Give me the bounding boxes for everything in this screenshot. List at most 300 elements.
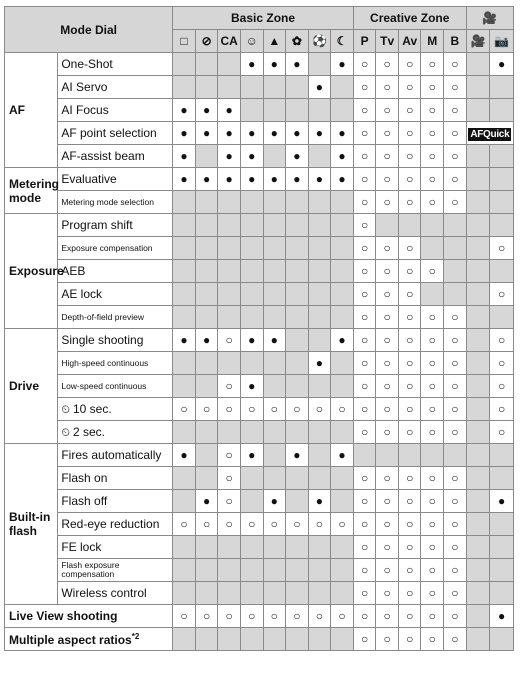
feature-label xyxy=(58,467,173,490)
unavailable-cell xyxy=(218,536,241,559)
table-row xyxy=(5,99,514,122)
user-selectable-cell: ○ xyxy=(376,421,399,444)
unavailable-cell xyxy=(466,191,490,214)
user-selectable-cell: ○ xyxy=(353,283,376,306)
user-selectable-cell: ○ xyxy=(263,398,286,421)
feature-label xyxy=(58,122,173,145)
user-selectable-cell: ○ xyxy=(490,421,514,444)
unavailable-cell xyxy=(218,559,241,582)
unavailable-cell xyxy=(195,467,218,490)
user-selectable-cell: ○ xyxy=(376,605,399,628)
unavailable-cell xyxy=(218,421,241,444)
user-selectable-cell: ○ xyxy=(376,536,399,559)
user-selectable-cell: ○ xyxy=(353,53,376,76)
user-selectable-cell: ○ xyxy=(398,260,421,283)
table-row xyxy=(5,329,514,352)
user-selectable-cell: ○ xyxy=(218,467,241,490)
feature-label xyxy=(58,76,173,99)
unavailable-cell xyxy=(195,283,218,306)
unavailable-cell xyxy=(421,444,444,467)
unavailable-cell xyxy=(331,536,354,559)
unavailable-cell xyxy=(466,283,490,306)
unavailable-cell xyxy=(308,375,331,398)
unavailable-cell xyxy=(308,467,331,490)
feature-label-text: FE lock xyxy=(61,540,102,554)
unavailable-cell xyxy=(218,352,241,375)
unavailable-cell xyxy=(195,76,218,99)
feature-label-text: Metering mode selection xyxy=(61,196,154,207)
unavailable-cell xyxy=(466,398,490,421)
unavailable-cell xyxy=(173,306,196,329)
user-selectable-cell: ○ xyxy=(353,260,376,283)
unavailable-cell xyxy=(195,191,218,214)
table-row xyxy=(5,467,514,490)
auto-set-cell: ● xyxy=(263,490,286,513)
unavailable-cell xyxy=(466,260,490,283)
feature-label xyxy=(58,329,173,352)
auto-set-cell: ● xyxy=(218,99,241,122)
user-selectable-cell: ○ xyxy=(240,605,263,628)
user-selectable-cell: ○ xyxy=(398,122,421,145)
unavailable-cell xyxy=(466,53,490,76)
auto-set-cell: ● xyxy=(195,329,218,352)
user-selectable-cell: ○ xyxy=(353,605,376,628)
unavailable-cell xyxy=(490,536,514,559)
unavailable-cell xyxy=(195,53,218,76)
user-selectable-cell: ○ xyxy=(308,398,331,421)
feature-label xyxy=(58,490,173,513)
user-selectable-cell: ○ xyxy=(398,168,421,191)
auto-set-cell: ● xyxy=(218,145,241,168)
feature-label xyxy=(58,306,173,329)
user-selectable-cell: ○ xyxy=(490,283,514,306)
user-selectable-cell: ○ xyxy=(308,513,331,536)
user-selectable-cell: ○ xyxy=(376,306,399,329)
unavailable-cell xyxy=(173,237,196,260)
user-selectable-cell: ○ xyxy=(240,513,263,536)
unavailable-cell xyxy=(490,260,514,283)
unavailable-cell xyxy=(466,559,490,582)
unavailable-cell xyxy=(466,352,490,375)
unavailable-cell xyxy=(195,375,218,398)
unavailable-cell xyxy=(421,283,444,306)
creative-zone-header: Creative Zone xyxy=(353,7,466,30)
user-selectable-cell: ○ xyxy=(421,329,444,352)
unavailable-cell xyxy=(466,421,490,444)
user-selectable-cell: ○ xyxy=(444,536,467,559)
movie-header xyxy=(466,7,513,30)
unavailable-cell xyxy=(490,513,514,536)
unavailable-cell xyxy=(286,283,309,306)
unavailable-cell xyxy=(286,582,309,605)
feature-label-text: Fires automatically xyxy=(61,448,162,462)
unavailable-cell xyxy=(308,260,331,283)
unavailable-cell xyxy=(490,306,514,329)
feature-label-text: One-Shot xyxy=(61,57,113,71)
unavailable-cell xyxy=(195,536,218,559)
unavailable-cell xyxy=(398,214,421,237)
unavailable-cell xyxy=(173,536,196,559)
user-selectable-cell: ○ xyxy=(353,76,376,99)
user-selectable-cell: ○ xyxy=(421,306,444,329)
unavailable-cell xyxy=(308,237,331,260)
unavailable-cell xyxy=(173,53,196,76)
user-selectable-cell: ○ xyxy=(353,421,376,444)
unavailable-cell xyxy=(195,352,218,375)
auto-set-cell: ● xyxy=(218,122,241,145)
unavailable-cell xyxy=(286,76,309,99)
user-selectable-cell: ○ xyxy=(398,237,421,260)
feature-label-text: AEB xyxy=(61,264,86,278)
auto-set-cell: ● xyxy=(286,168,309,191)
unavailable-cell xyxy=(263,582,286,605)
unavailable-cell xyxy=(263,283,286,306)
sports-icon: ⚽ xyxy=(308,30,331,53)
feature-label xyxy=(58,168,173,191)
auto-set-cell: ● xyxy=(286,444,309,467)
table-row xyxy=(5,444,514,467)
unavailable-cell xyxy=(195,421,218,444)
unavailable-cell xyxy=(331,283,354,306)
user-selectable-cell: ○ xyxy=(398,421,421,444)
unavailable-cell xyxy=(263,214,286,237)
group-label: AF xyxy=(5,53,58,168)
user-selectable-cell: ○ xyxy=(331,605,354,628)
unavailable-cell xyxy=(308,53,331,76)
flash-off-icon: ⊘ xyxy=(195,30,218,53)
user-selectable-cell: ○ xyxy=(376,375,399,398)
user-selectable-cell: ○ xyxy=(376,237,399,260)
feature-label xyxy=(58,559,173,582)
user-selectable-cell: ○ xyxy=(398,582,421,605)
user-selectable-cell: ○ xyxy=(398,283,421,306)
unavailable-cell xyxy=(173,467,196,490)
unavailable-cell xyxy=(286,329,309,352)
unavailable-cell xyxy=(240,306,263,329)
user-selectable-cell: ○ xyxy=(240,398,263,421)
unavailable-cell xyxy=(195,559,218,582)
unavailable-cell xyxy=(490,214,514,237)
unavailable-cell xyxy=(398,444,421,467)
unavailable-cell xyxy=(466,214,490,237)
basic-zone-header: Basic Zone xyxy=(173,7,354,30)
unavailable-cell xyxy=(286,490,309,513)
unavailable-cell xyxy=(444,214,467,237)
unavailable-cell xyxy=(240,421,263,444)
user-selectable-cell: ○ xyxy=(376,53,399,76)
unavailable-cell xyxy=(331,352,354,375)
table-row xyxy=(5,421,514,444)
user-selectable-cell: ○ xyxy=(353,237,376,260)
user-selectable-cell: ○ xyxy=(308,605,331,628)
user-selectable-cell: ○ xyxy=(421,76,444,99)
user-selectable-cell: ○ xyxy=(376,283,399,306)
mode-p: P xyxy=(353,30,376,53)
feature-label xyxy=(58,352,173,375)
unavailable-cell xyxy=(490,99,514,122)
user-selectable-cell: ○ xyxy=(421,467,444,490)
auto-set-cell: ● xyxy=(490,605,514,628)
unavailable-cell xyxy=(218,628,241,651)
auto-set-cell: ● xyxy=(195,122,218,145)
unavailable-cell xyxy=(286,467,309,490)
user-selectable-cell: ○ xyxy=(444,513,467,536)
unavailable-cell xyxy=(263,628,286,651)
user-selectable-cell: ○ xyxy=(490,375,514,398)
unavailable-cell xyxy=(286,536,309,559)
feature-label-text: Flash exposure compensation xyxy=(61,560,120,579)
unavailable-cell xyxy=(466,536,490,559)
unavailable-cell xyxy=(286,237,309,260)
unavailable-cell xyxy=(286,559,309,582)
unavailable-cell xyxy=(240,352,263,375)
feature-label xyxy=(5,628,173,651)
user-selectable-cell: ○ xyxy=(195,513,218,536)
feature-label xyxy=(58,398,173,421)
unavailable-cell xyxy=(286,306,309,329)
landscape-icon: ▲ xyxy=(263,30,286,53)
feature-label-text: Evaluative xyxy=(61,172,117,186)
table-row xyxy=(5,237,514,260)
user-selectable-cell: ○ xyxy=(353,145,376,168)
feature-label xyxy=(58,237,173,260)
unavailable-cell xyxy=(263,99,286,122)
unavailable-cell xyxy=(421,237,444,260)
auto-set-cell: ● xyxy=(240,375,263,398)
unavailable-cell xyxy=(444,444,467,467)
user-selectable-cell: ○ xyxy=(490,237,514,260)
unavailable-cell xyxy=(308,329,331,352)
full-auto-icon: □ xyxy=(173,30,196,53)
unavailable-cell xyxy=(263,76,286,99)
unavailable-cell xyxy=(263,352,286,375)
unavailable-cell xyxy=(308,283,331,306)
unavailable-cell xyxy=(308,421,331,444)
unavailable-cell xyxy=(376,444,399,467)
unavailable-cell xyxy=(263,421,286,444)
unavailable-cell xyxy=(173,283,196,306)
unavailable-cell xyxy=(173,559,196,582)
user-selectable-cell: ○ xyxy=(398,536,421,559)
unavailable-cell xyxy=(263,375,286,398)
auto-set-cell: ● xyxy=(331,329,354,352)
user-selectable-cell: ○ xyxy=(218,490,241,513)
unavailable-cell xyxy=(195,306,218,329)
unavailable-cell xyxy=(240,490,263,513)
unavailable-cell xyxy=(286,352,309,375)
unavailable-cell xyxy=(490,191,514,214)
user-selectable-cell: ○ xyxy=(421,352,444,375)
user-selectable-cell: ○ xyxy=(398,398,421,421)
feature-label xyxy=(58,260,173,283)
unavailable-cell xyxy=(308,214,331,237)
feature-label xyxy=(58,283,173,306)
unavailable-cell xyxy=(466,375,490,398)
unavailable-cell xyxy=(240,582,263,605)
user-selectable-cell: ○ xyxy=(444,168,467,191)
user-selectable-cell: ○ xyxy=(444,53,467,76)
auto-set-cell: ● xyxy=(195,168,218,191)
auto-set-cell: ● xyxy=(218,168,241,191)
unavailable-cell xyxy=(353,444,376,467)
unavailable-cell xyxy=(173,214,196,237)
table-row xyxy=(5,214,514,237)
unavailable-cell xyxy=(444,237,467,260)
user-selectable-cell: ○ xyxy=(444,628,467,651)
unavailable-cell xyxy=(195,444,218,467)
unavailable-cell xyxy=(173,375,196,398)
self-timer-icon: ⏲ xyxy=(61,403,73,416)
unavailable-cell xyxy=(263,467,286,490)
auto-set-cell: ● xyxy=(240,145,263,168)
user-selectable-cell: ○ xyxy=(376,559,399,582)
user-selectable-cell: ○ xyxy=(398,306,421,329)
unavailable-cell xyxy=(286,421,309,444)
unavailable-cell xyxy=(195,260,218,283)
unavailable-cell xyxy=(240,628,263,651)
feature-label-text: AF-assist beam xyxy=(61,149,145,163)
user-selectable-cell: ○ xyxy=(444,99,467,122)
user-selectable-cell: ○ xyxy=(421,536,444,559)
user-selectable-cell: ○ xyxy=(195,605,218,628)
unavailable-cell xyxy=(263,237,286,260)
unavailable-cell xyxy=(263,145,286,168)
table-row xyxy=(5,352,514,375)
self-timer-icon: ⏲ xyxy=(61,426,73,439)
table-row xyxy=(5,76,514,99)
unavailable-cell xyxy=(173,490,196,513)
user-selectable-cell: ○ xyxy=(421,421,444,444)
user-selectable-cell: ○ xyxy=(263,605,286,628)
feature-label xyxy=(58,444,173,467)
unavailable-cell xyxy=(331,421,354,444)
group-label: Exposure xyxy=(5,214,58,329)
feature-label xyxy=(58,536,173,559)
feature-label-text: AF point selection xyxy=(61,126,157,140)
creative-auto-icon: CA xyxy=(218,30,241,53)
table-row xyxy=(5,490,514,513)
unavailable-cell xyxy=(240,191,263,214)
user-selectable-cell: ○ xyxy=(421,398,444,421)
auto-set-cell: ● xyxy=(286,145,309,168)
unavailable-cell xyxy=(263,191,286,214)
unavailable-cell xyxy=(173,421,196,444)
unavailable-cell xyxy=(331,237,354,260)
auto-set-cell: ● xyxy=(240,122,263,145)
footnote-mark: *2 xyxy=(131,631,140,641)
user-selectable-cell: ○ xyxy=(398,605,421,628)
user-selectable-cell: ○ xyxy=(421,513,444,536)
user-selectable-cell: ○ xyxy=(353,306,376,329)
camera-icon: 📷 xyxy=(490,30,514,53)
feature-label xyxy=(58,375,173,398)
user-selectable-cell: ○ xyxy=(376,513,399,536)
unavailable-cell xyxy=(308,559,331,582)
portrait-icon: ☺ xyxy=(240,30,263,53)
group-label: Built-in flash xyxy=(5,444,58,605)
unavailable-cell xyxy=(240,467,263,490)
table-row xyxy=(5,398,514,421)
feature-label-text: Live View shooting xyxy=(9,609,118,623)
user-selectable-cell: ○ xyxy=(195,398,218,421)
auto-set-cell: ● xyxy=(195,490,218,513)
user-selectable-cell: ○ xyxy=(376,490,399,513)
table-row xyxy=(5,513,514,536)
user-selectable-cell: ○ xyxy=(353,582,376,605)
user-selectable-cell: ○ xyxy=(376,329,399,352)
user-selectable-cell: ○ xyxy=(490,329,514,352)
table-row xyxy=(5,53,514,76)
unavailable-cell xyxy=(263,306,286,329)
feature-label xyxy=(58,582,173,605)
auto-set-cell: ● xyxy=(263,168,286,191)
user-selectable-cell: ○ xyxy=(353,122,376,145)
unavailable-cell xyxy=(240,559,263,582)
unavailable-cell xyxy=(263,559,286,582)
user-selectable-cell: ○ xyxy=(286,605,309,628)
unavailable-cell xyxy=(218,191,241,214)
unavailable-cell xyxy=(444,283,467,306)
user-selectable-cell: ○ xyxy=(421,582,444,605)
unavailable-cell xyxy=(173,352,196,375)
unavailable-cell xyxy=(466,605,490,628)
user-selectable-cell: ○ xyxy=(376,260,399,283)
unavailable-cell xyxy=(331,582,354,605)
unavailable-cell xyxy=(240,237,263,260)
user-selectable-cell: ○ xyxy=(218,398,241,421)
unavailable-cell xyxy=(195,214,218,237)
user-selectable-cell: ○ xyxy=(398,352,421,375)
unavailable-cell xyxy=(331,191,354,214)
user-selectable-cell: ○ xyxy=(398,191,421,214)
unavailable-cell xyxy=(466,490,490,513)
auto-set-cell: ● xyxy=(263,53,286,76)
auto-set-cell: ● xyxy=(173,122,196,145)
unavailable-cell xyxy=(490,76,514,99)
feature-label xyxy=(58,214,173,237)
auto-set-cell: ● xyxy=(331,122,354,145)
mode-dial-header: Mode Dial xyxy=(5,7,173,53)
unavailable-cell xyxy=(308,191,331,214)
mode-m: M xyxy=(421,30,444,53)
unavailable-cell xyxy=(218,283,241,306)
user-selectable-cell: ○ xyxy=(398,145,421,168)
user-selectable-cell: ○ xyxy=(444,191,467,214)
table-row xyxy=(5,145,514,168)
unavailable-cell xyxy=(308,306,331,329)
unavailable-cell xyxy=(218,76,241,99)
unavailable-cell xyxy=(308,99,331,122)
unavailable-cell xyxy=(195,628,218,651)
user-selectable-cell: ○ xyxy=(490,398,514,421)
unavailable-cell xyxy=(466,444,490,467)
user-selectable-cell: ○ xyxy=(376,582,399,605)
table-row xyxy=(5,375,514,398)
auto-set-cell: ● xyxy=(308,76,331,99)
unavailable-cell xyxy=(490,559,514,582)
user-selectable-cell: ○ xyxy=(398,53,421,76)
unavailable-cell xyxy=(218,306,241,329)
unavailable-cell xyxy=(173,260,196,283)
unavailable-cell xyxy=(240,260,263,283)
auto-set-cell: ● xyxy=(263,122,286,145)
mode-tv: Tv xyxy=(376,30,399,53)
user-selectable-cell: ○ xyxy=(398,375,421,398)
unavailable-cell xyxy=(331,490,354,513)
user-selectable-cell: ○ xyxy=(444,122,467,145)
auto-set-cell: ● xyxy=(308,168,331,191)
auto-set-cell: ● xyxy=(331,444,354,467)
